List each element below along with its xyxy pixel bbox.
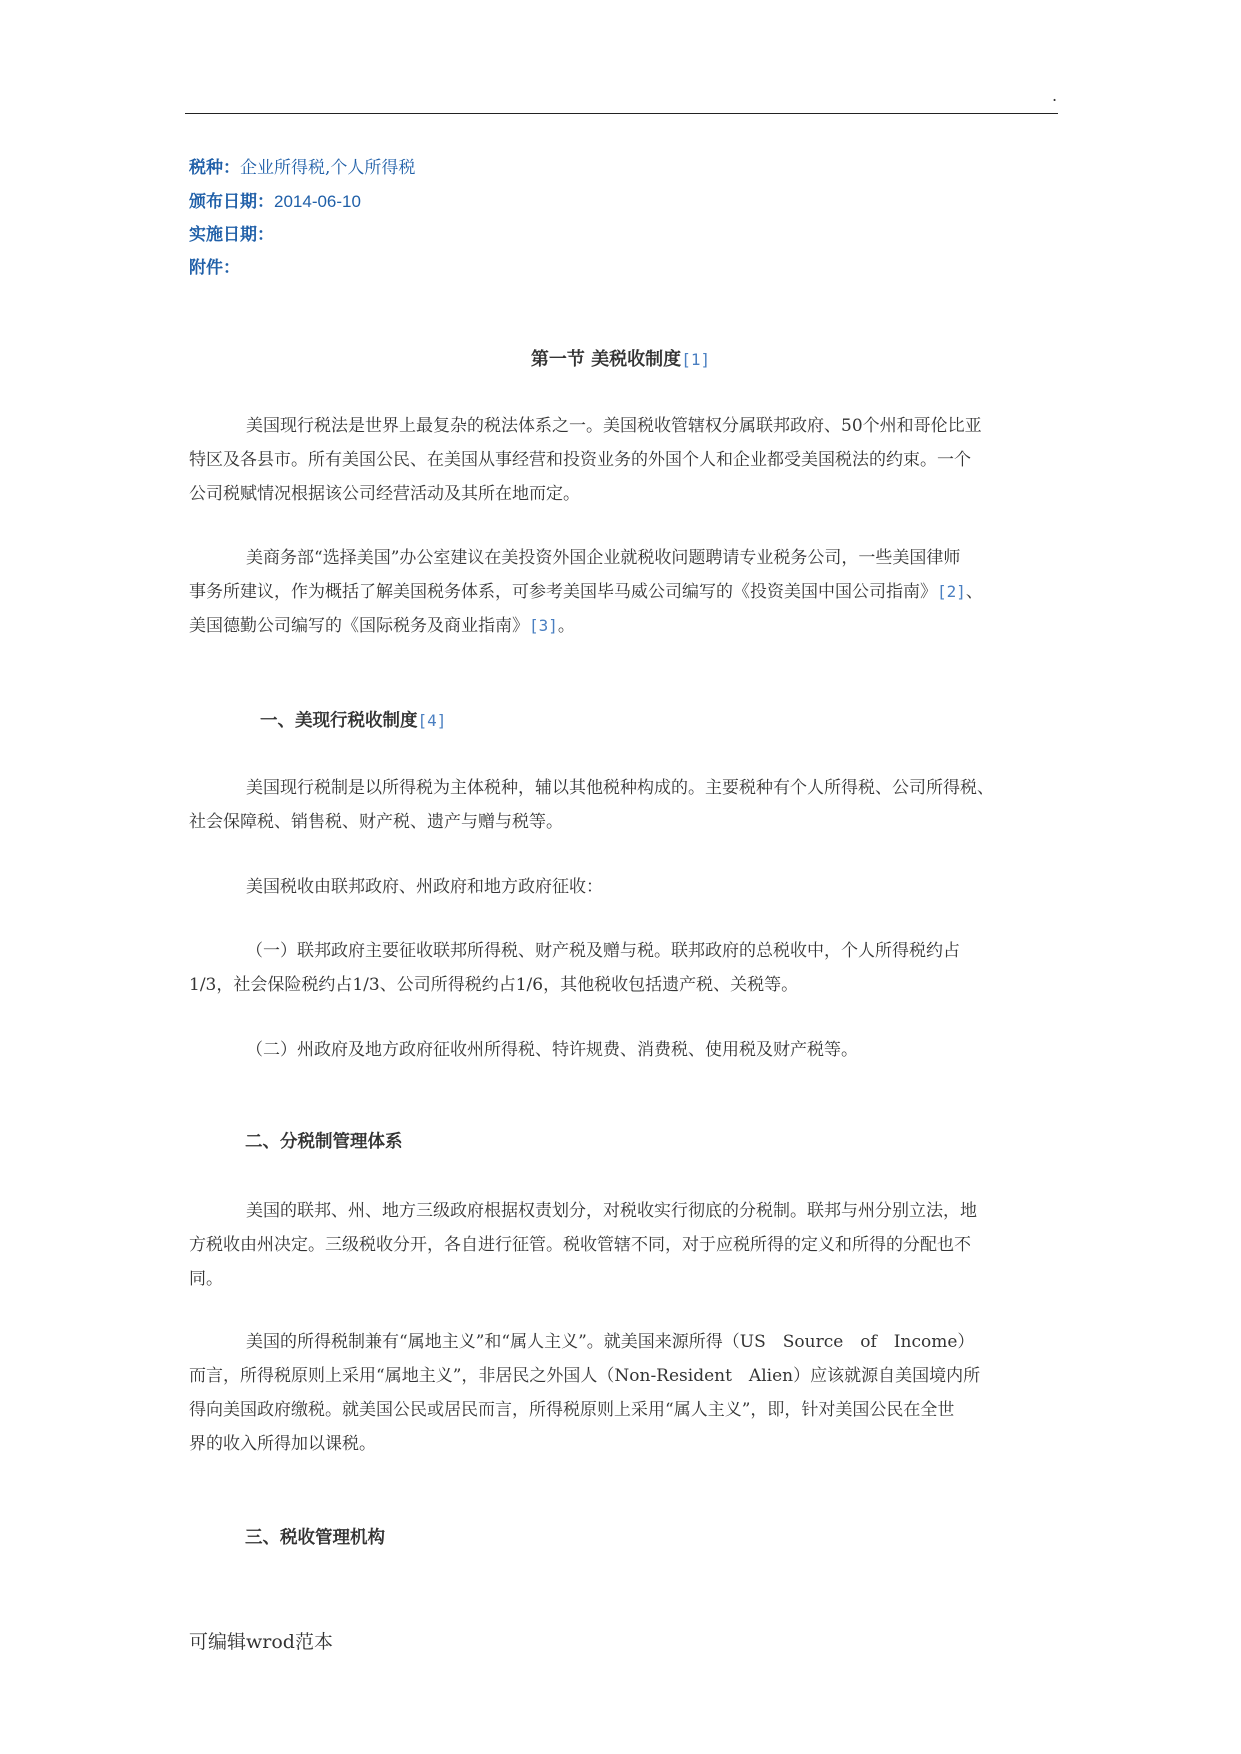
publish-date-label: 颁布日期： [189,192,274,212]
paragraph-3 [189,771,1069,839]
paragraph-line: 美国的所得税制兼有“属地主义”和“属人主义”。就美国来源所得（US Source of Income） [246,1332,975,1352]
footnote-ref-4[interactable]: [4] [417,711,447,730]
paragraph-text: 事务所建议，作为概括了解美国税务体系，可参考美国毕马威公司编写的《投资美国中国公司指南》 [189,582,937,602]
paragraph-line: 美国税收由联邦政府、州政府和地方政府征收： [246,877,603,897]
paragraph-line: 美国现行税法是世界上最复杂的税法体系之一。美国税收管辖权分属联邦政府、50个州和哥伦比亚 [246,416,982,436]
paragraph-4 [189,870,1069,904]
section-title-text: 第一节 美税收制度 [530,349,682,370]
heading-2: 二、分税制管理体系 [245,1132,403,1152]
paragraph-line: 社会保障税、销售税、财产税、遗产与赠与税等。 [189,812,563,832]
paragraph-7 [189,1194,1069,1296]
meta-attachment [189,252,415,285]
paragraph-8 [189,1325,1069,1461]
paragraph-text: 美国德勤公司编写的《国际税务及商业指南》 [189,616,529,636]
paragraph-6 [189,1033,1069,1067]
paragraph-line: 界的收入所得加以课税。 [189,1434,376,1454]
paragraph-1 [189,409,1069,511]
footnote-ref-3[interactable]: [3] [529,616,558,635]
meta-publish-date [189,185,415,219]
paragraph-line [189,609,1069,643]
paragraph-text: 。 [557,616,575,636]
paragraph-line: 方税收由州决定。三级税收分开，各自进行征管。税收管辖不同，对于应税所得的定义和所得的分配也不 [189,1235,971,1255]
publish-date-value: 2014-06-10 [274,192,361,211]
heading-3: 三、税收管理机构 [245,1528,385,1548]
paragraph-line: 美国的联邦、州、地方三级政府根据权责划分，对税收实行彻底的分税制。联邦与州分别立法，地 [246,1201,977,1221]
tax-type-value[interactable]: 企业所得税,个人所得税 [240,158,416,178]
paragraph-line: 而言，所得税原则上采用“属地主义”，非居民之外国人（Non-Resident Alien）应该就源自美国境内所 [189,1366,981,1386]
document-meta [189,152,415,285]
paragraph-line: 公司税赋情况根据该公司经营活动及其所在地而定。 [189,484,580,504]
heading-1 [260,707,446,732]
attachment-label: 附件： [189,258,240,278]
tax-type-label: 税种： [189,158,240,178]
meta-effective-date [189,219,415,252]
heading-text: 一、美现行税收制度 [260,711,418,731]
paragraph-line: 美国现行税制是以所得税为主体税种，辅以其他税种构成的。主要税种有个人所得税、公司所得税、 [246,778,994,798]
paragraph-text: 、 [965,582,983,602]
header-rule [185,113,1058,114]
paragraph-line: 1/3，社会保险税约占1/3、公司所得税约占1/6，其他税收包括遗产税、关税等。 [189,975,799,995]
header-dot: . [1052,86,1058,105]
paragraph-line: 特区及各县市。所有美国公民、在美国从事经营和投资业务的外国个人和企业都受美国税法的约束。一个 [189,450,971,470]
paragraph-line: 得向美国政府缴税。就美国公民或居民而言，所得税原则上采用“属人主义”，即，针对美国公民在全世 [189,1400,955,1420]
footer-text: 可编辑wrod范本 [189,1631,333,1653]
paragraph-5 [189,934,1069,1002]
effective-date-label: 实施日期： [189,225,274,245]
paragraph-line: （一）联邦政府主要征收联邦所得税、财产税及赠与税。联邦政府的总税收中，个人所得税约占 [246,941,960,961]
footnote-ref-2[interactable]: [2] [937,582,966,601]
paragraph-2 [189,541,1069,643]
footnote-ref-1[interactable]: [1] [681,350,711,369]
section-title [0,345,1241,371]
paragraph-line: （二）州政府及地方政府征收州所得税、特许规费、消费税、使用税及财产税等。 [246,1040,858,1060]
paragraph-line: 同。 [189,1269,223,1289]
paragraph-line: 美商务部“选择美国”办公室建议在美投资外国企业就税收问题聘请专业税务公司，一些美国律师 [246,548,961,568]
paragraph-line [189,575,1069,609]
meta-tax-type [189,152,415,185]
